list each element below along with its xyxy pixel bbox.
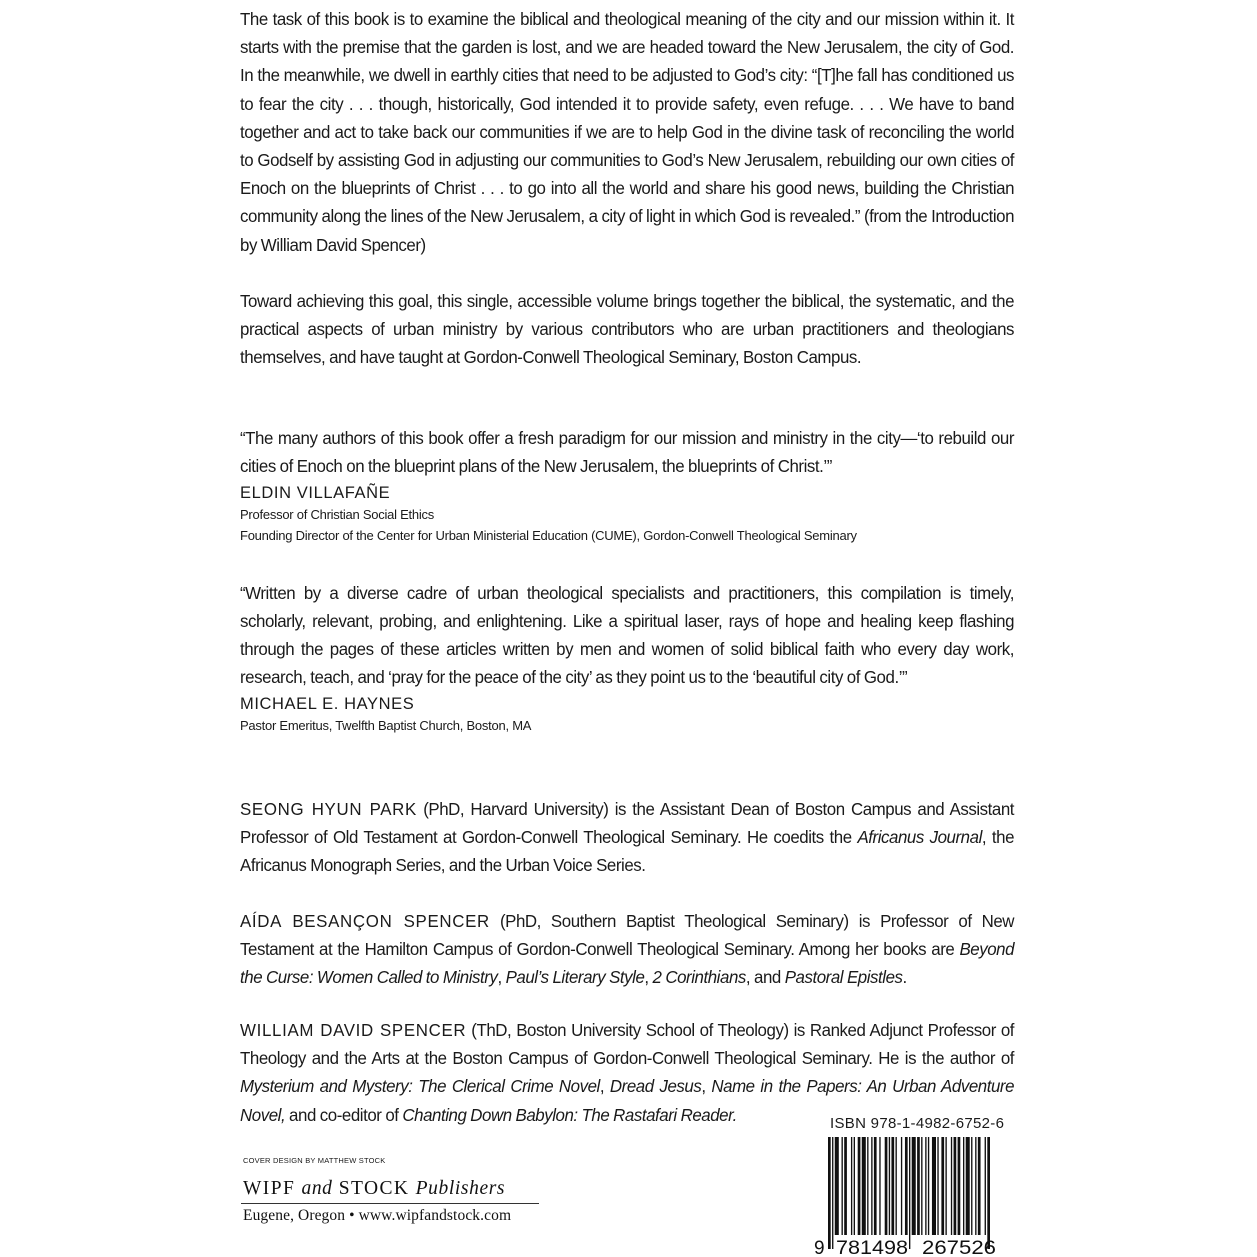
bio-title: Mysterium and Mystery: The Clerical Crime Novel bbox=[240, 1076, 600, 1097]
bio-text: . bbox=[902, 967, 907, 988]
barcode-graphic bbox=[812, 1137, 1022, 1257]
barcode-bar bbox=[909, 1137, 910, 1249]
barcode-bar bbox=[917, 1137, 920, 1235]
barcode-bar bbox=[975, 1137, 976, 1235]
bio-title: Chanting Down Babylon: The Rastafari Reader. bbox=[402, 1104, 737, 1125]
bio-text: , bbox=[497, 967, 506, 988]
barcode-bar bbox=[905, 1137, 908, 1235]
bio-text: (PhD, Harvard University) is the Assistant Dean of Boston Campus and Assistant Professor of Old Testament at Gordon-Conwell Theological Seminary. He coedits the bbox=[240, 799, 1015, 848]
bio-text: (ThD, Boston University School of Theology) is Ranked Adjunct Professor of Theology and the Arts at the Boston Campus of Gordon-Conwell Theological Seminary. He is the author of bbox=[240, 1020, 1015, 1069]
barcode-bar bbox=[851, 1137, 852, 1235]
bio-title: 2 Corinthians bbox=[652, 967, 746, 988]
barcode-bar bbox=[844, 1137, 847, 1235]
barcode-bar bbox=[937, 1137, 938, 1235]
barcode-bar bbox=[951, 1137, 952, 1235]
barcode-bar bbox=[862, 1137, 866, 1235]
cover-design-credit: COVER DESIGN BY MATTHEW STOCK bbox=[243, 1156, 386, 1165]
bio-paragraph bbox=[240, 1016, 1014, 1129]
endorsement-role: Pastor Emeritus, Twelfth Baptist Church, Boston, MA bbox=[240, 718, 532, 733]
bio-title: Name in the Papers: An Urban Adventure Novel, bbox=[240, 1076, 1015, 1125]
bio-text: , bbox=[644, 967, 653, 988]
barcode-bar bbox=[958, 1137, 961, 1235]
endorsement-role: Professor of Christian Social Ethics bbox=[240, 507, 435, 522]
barcode-bar bbox=[835, 1137, 839, 1235]
barcode-bar bbox=[842, 1137, 843, 1235]
bio-title: Paul’s Literary Style bbox=[505, 967, 645, 988]
barcode-digits-right: 267526 bbox=[922, 1238, 996, 1257]
intro-paragraph-1: The task of this book is to examine the biblical and theological meaning of the city and our mission within it. It starts with the premise that the garden is lost, and we are headed toward the New Jerusalem, the city of God. In the meanwhile, we dwell in earthly cities that need to be adjusted to God’s city: “[T]he fall has conditioned us to fear the city . . . though, historically, God intended it to provide safety, even refuge. . . . We have to band together and act to take back our communities if we are to help God in the divine task of reconciling the world to Godself by assisting God in adjusting our communities to God’s New Jerusalem, rebuilding our own cities of Enoch on the blueprints of Christ . . . to go into all the world and share his good news, building the Christian community along the lines of the New Jerusalem, a city of light in which God is revealed.” (from the Introduction by William David Spencer) bbox=[240, 9, 1015, 255]
barcode-bar bbox=[832, 1137, 833, 1249]
barcode-bar bbox=[954, 1137, 957, 1235]
isbn-label: ISBN 978-1-4982-6752-6 bbox=[830, 1115, 1005, 1132]
endorsement-villafane bbox=[240, 424, 1014, 546]
barcode-bar bbox=[874, 1137, 877, 1235]
barcode bbox=[812, 1137, 1022, 1257]
barcode-digit-first: 9 bbox=[814, 1238, 825, 1257]
publisher-name-part: and bbox=[301, 1178, 333, 1199]
barcode-bar bbox=[896, 1137, 897, 1235]
barcode-bar bbox=[925, 1137, 926, 1235]
bio-name: AÍDA BESANÇON SPENCER bbox=[240, 911, 490, 931]
barcode-digits-left: 781498 bbox=[836, 1238, 908, 1257]
barcode-bar bbox=[928, 1137, 929, 1235]
barcode-bar bbox=[891, 1137, 894, 1235]
barcode-bar bbox=[963, 1137, 964, 1235]
bio-title: Africanus Journal bbox=[857, 827, 982, 848]
barcode-bar bbox=[921, 1137, 922, 1235]
barcode-bar bbox=[971, 1137, 972, 1235]
bio-text: , bbox=[599, 1076, 610, 1097]
barcode-bar bbox=[978, 1137, 981, 1235]
bio-title: Dread Jesus bbox=[609, 1076, 702, 1097]
barcode-bar bbox=[879, 1137, 880, 1235]
publisher-name-part: WIPF bbox=[243, 1178, 302, 1199]
bio-text: and co-editor of bbox=[285, 1104, 403, 1125]
barcode-bar bbox=[828, 1137, 831, 1249]
bio-name: WILLIAM DAVID SPENCER bbox=[240, 1020, 467, 1040]
bio-park bbox=[240, 795, 1014, 880]
bio-aida bbox=[240, 907, 1014, 992]
barcode-bar bbox=[889, 1137, 890, 1235]
barcode-bar bbox=[987, 1137, 990, 1249]
barcode-bar bbox=[885, 1137, 888, 1235]
barcode-bar bbox=[901, 1137, 902, 1235]
endorsement-quote: “The many authors of this book offer a fresh paradigm for our mission and ministry in the city—‘to rebuild our cities of Enoch on the blueprint plans of the New Jerusalem, the blueprints of Christ.’” bbox=[240, 428, 1015, 476]
bio-william bbox=[240, 1016, 1014, 1129]
barcode-bar bbox=[985, 1137, 986, 1235]
bio-paragraph bbox=[240, 795, 1014, 880]
publisher-name-part: STOCK bbox=[332, 1178, 416, 1199]
bio-title: Beyond the Curse: Women Called to Ministry bbox=[240, 939, 1015, 988]
bio-name: SEONG HYUN PARK bbox=[240, 799, 417, 819]
bio-text: , the Africanus Monograph Series, and the Urban Voice Series. bbox=[240, 827, 1015, 876]
bio-paragraph bbox=[240, 907, 1014, 992]
endorsement-author: ELDIN VILLAFAÑE bbox=[240, 484, 391, 502]
barcode-bar bbox=[932, 1137, 936, 1235]
endorsement-quote: “Written by a diverse cadre of urban theological specialists and practitioners, this compilation is timely, scholarly, relevant, probing, and enlightening. Like a spiritual laser, rays of hope and healing keep flashing through the pages of these articles written by men and women of solid biblical faith who every day work, research, teach, and ‘pray for the peace of the city’ as they point us to the ‘beautiful city of God.’” bbox=[240, 583, 1015, 687]
publisher-name bbox=[243, 1178, 505, 1200]
barcode-bar bbox=[945, 1137, 946, 1235]
bio-text: , bbox=[701, 1076, 712, 1097]
intro-paragraph-2: Toward achieving this goal, this single, accessible volume brings together the biblical, the systematic, and the practical aspects of urban ministry by various contributors who are urban practitioners and theologians themselves, and have taught at Gordon-Conwell Theological Seminary, Boston Campus. bbox=[240, 290, 1015, 368]
barcode-bar bbox=[854, 1137, 855, 1235]
publisher-name-part: Publishers bbox=[415, 1178, 506, 1199]
barcode-bar bbox=[912, 1137, 916, 1235]
endorsement-role: Founding Director of the Center for Urban Ministerial Education (CUME), Gordon-Conwell Theological Seminary bbox=[240, 528, 857, 543]
endorsement-haynes bbox=[240, 579, 1014, 736]
publisher-address: Eugene, Oregon • www.wipfandstock.com bbox=[243, 1207, 512, 1224]
publisher-divider bbox=[241, 1203, 539, 1204]
barcode-bar bbox=[941, 1137, 944, 1235]
barcode-bar bbox=[867, 1137, 868, 1235]
bio-title: Pastoral Epistles bbox=[784, 967, 903, 988]
bio-text: , and bbox=[745, 967, 785, 988]
intro-section bbox=[240, 5, 1014, 371]
barcode-bar bbox=[871, 1137, 872, 1235]
endorsement-author: MICHAEL E. HAYNES bbox=[240, 695, 415, 713]
barcode-bar bbox=[858, 1137, 861, 1235]
bio-text: (PhD, Southern Baptist Theological Seminary) is Professor of New Testament at the Hamilton Campus of Gordon-Conwell Theological Seminary. Among her books are bbox=[240, 911, 1015, 960]
barcode-bar bbox=[966, 1137, 970, 1235]
